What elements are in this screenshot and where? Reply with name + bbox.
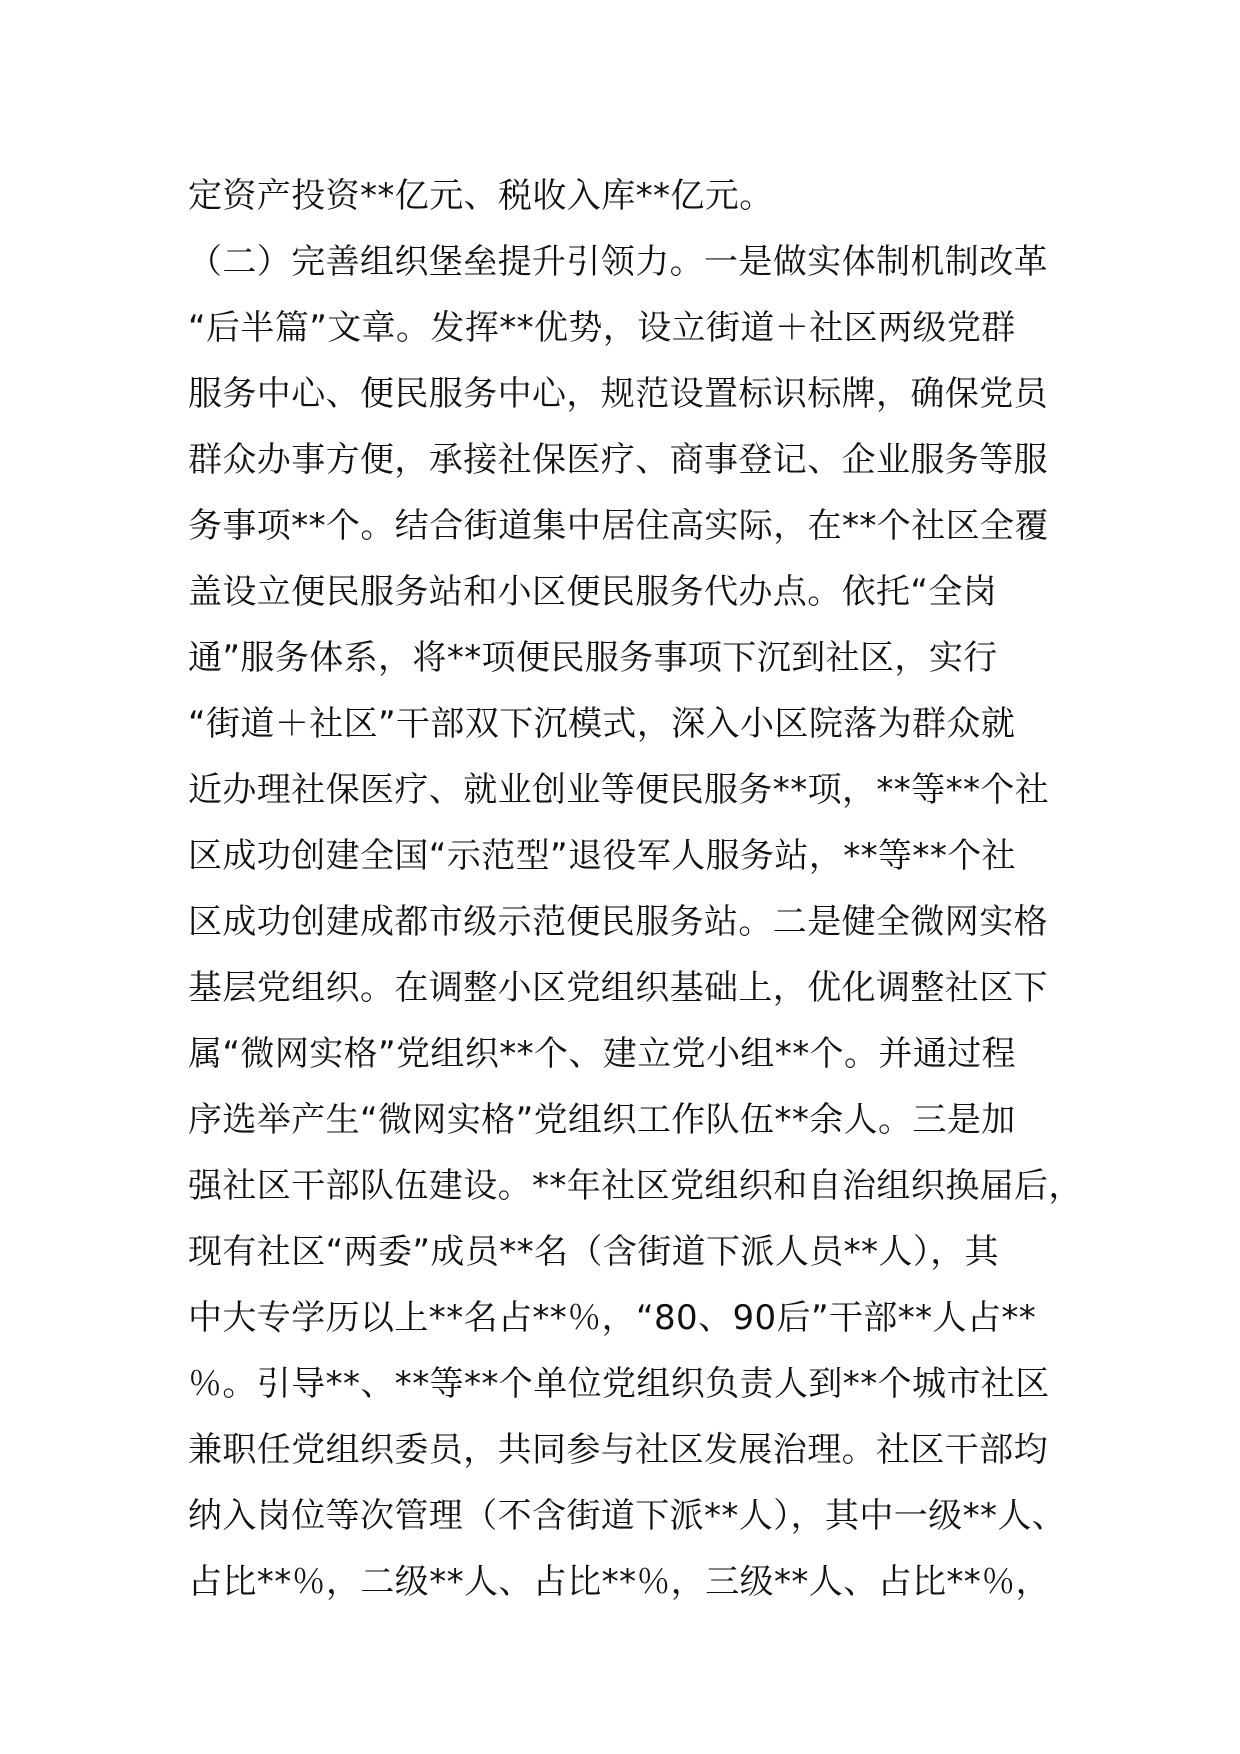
text-line: 属“微网实格”党组织**个、建立党小组**个。并通过程 [188, 1034, 1017, 1074]
text-line: 强社区干部队伍建设。**年社区党组织和自治组织换届后， [188, 1166, 1083, 1206]
text-line: 务事项**个。结合街道集中居住高实际，在**个社区全覆 [188, 506, 1049, 546]
text-line: 盖设立便民服务站和小区便民服务代办点。依托“全岗 [188, 572, 998, 612]
text-line: 通”服务体系，将**项便民服务事项下沉到社区，实行 [188, 638, 998, 678]
text-line: “街道＋社区”干部双下沉模式，深入小区院落为群众就 [188, 704, 1016, 744]
text-line: 中大专学历以上**名占**％，“80、90后”干部**人占** [188, 1298, 1037, 1338]
text-line: 区成功创建全国“示范型”退役军人服务站，**等**个社 [188, 836, 1017, 876]
text-line: 群众办事方便，承接社保医疗、商事登记、企业服务等服 [188, 440, 1048, 480]
text-line: ％。引导**、**等**个单位党组织负责人到**个城市社区 [188, 1364, 1050, 1404]
body-text [188, 163, 1088, 1615]
text-line: 序选举产生“微网实格”党组织工作队伍**余人。三是加 [188, 1100, 1016, 1140]
text-line: （二）完善组织堡垒提升引领力。一是做实体制机制改革 [188, 242, 1048, 282]
text-line: 纳入岗位等次管理（不含街道下派**人），其中一级**人、 [188, 1496, 1067, 1536]
text-line: 兼职任党组织委员，共同参与社区发展治理。社区干部均 [188, 1430, 1048, 1470]
text-line: 占比**％，二级**人、占比**％，三级**人、占比**％， [188, 1562, 1050, 1602]
text-line: “后半篇”文章。发挥**优势，设立街道＋社区两级党群 [188, 308, 1016, 348]
text-line: 区成功创建成都市级示范便民服务站。二是健全微网实格 [188, 902, 1048, 942]
text-line: 现有社区“两委”成员**名（含街道下派人员**人），其 [188, 1232, 1000, 1272]
text-line: 服务中心、便民服务中心，规范设置标识标牌，确保党员 [188, 374, 1048, 414]
text-line: 定资产投资**亿元、税收入库**亿元。 [188, 176, 774, 216]
text-line: 基层党组织。在调整小区党组织基础上，优化调整社区下 [188, 968, 1048, 1008]
text-line: 近办理社保医疗、就业创业等便民服务**项，**等**个社 [188, 770, 1050, 810]
